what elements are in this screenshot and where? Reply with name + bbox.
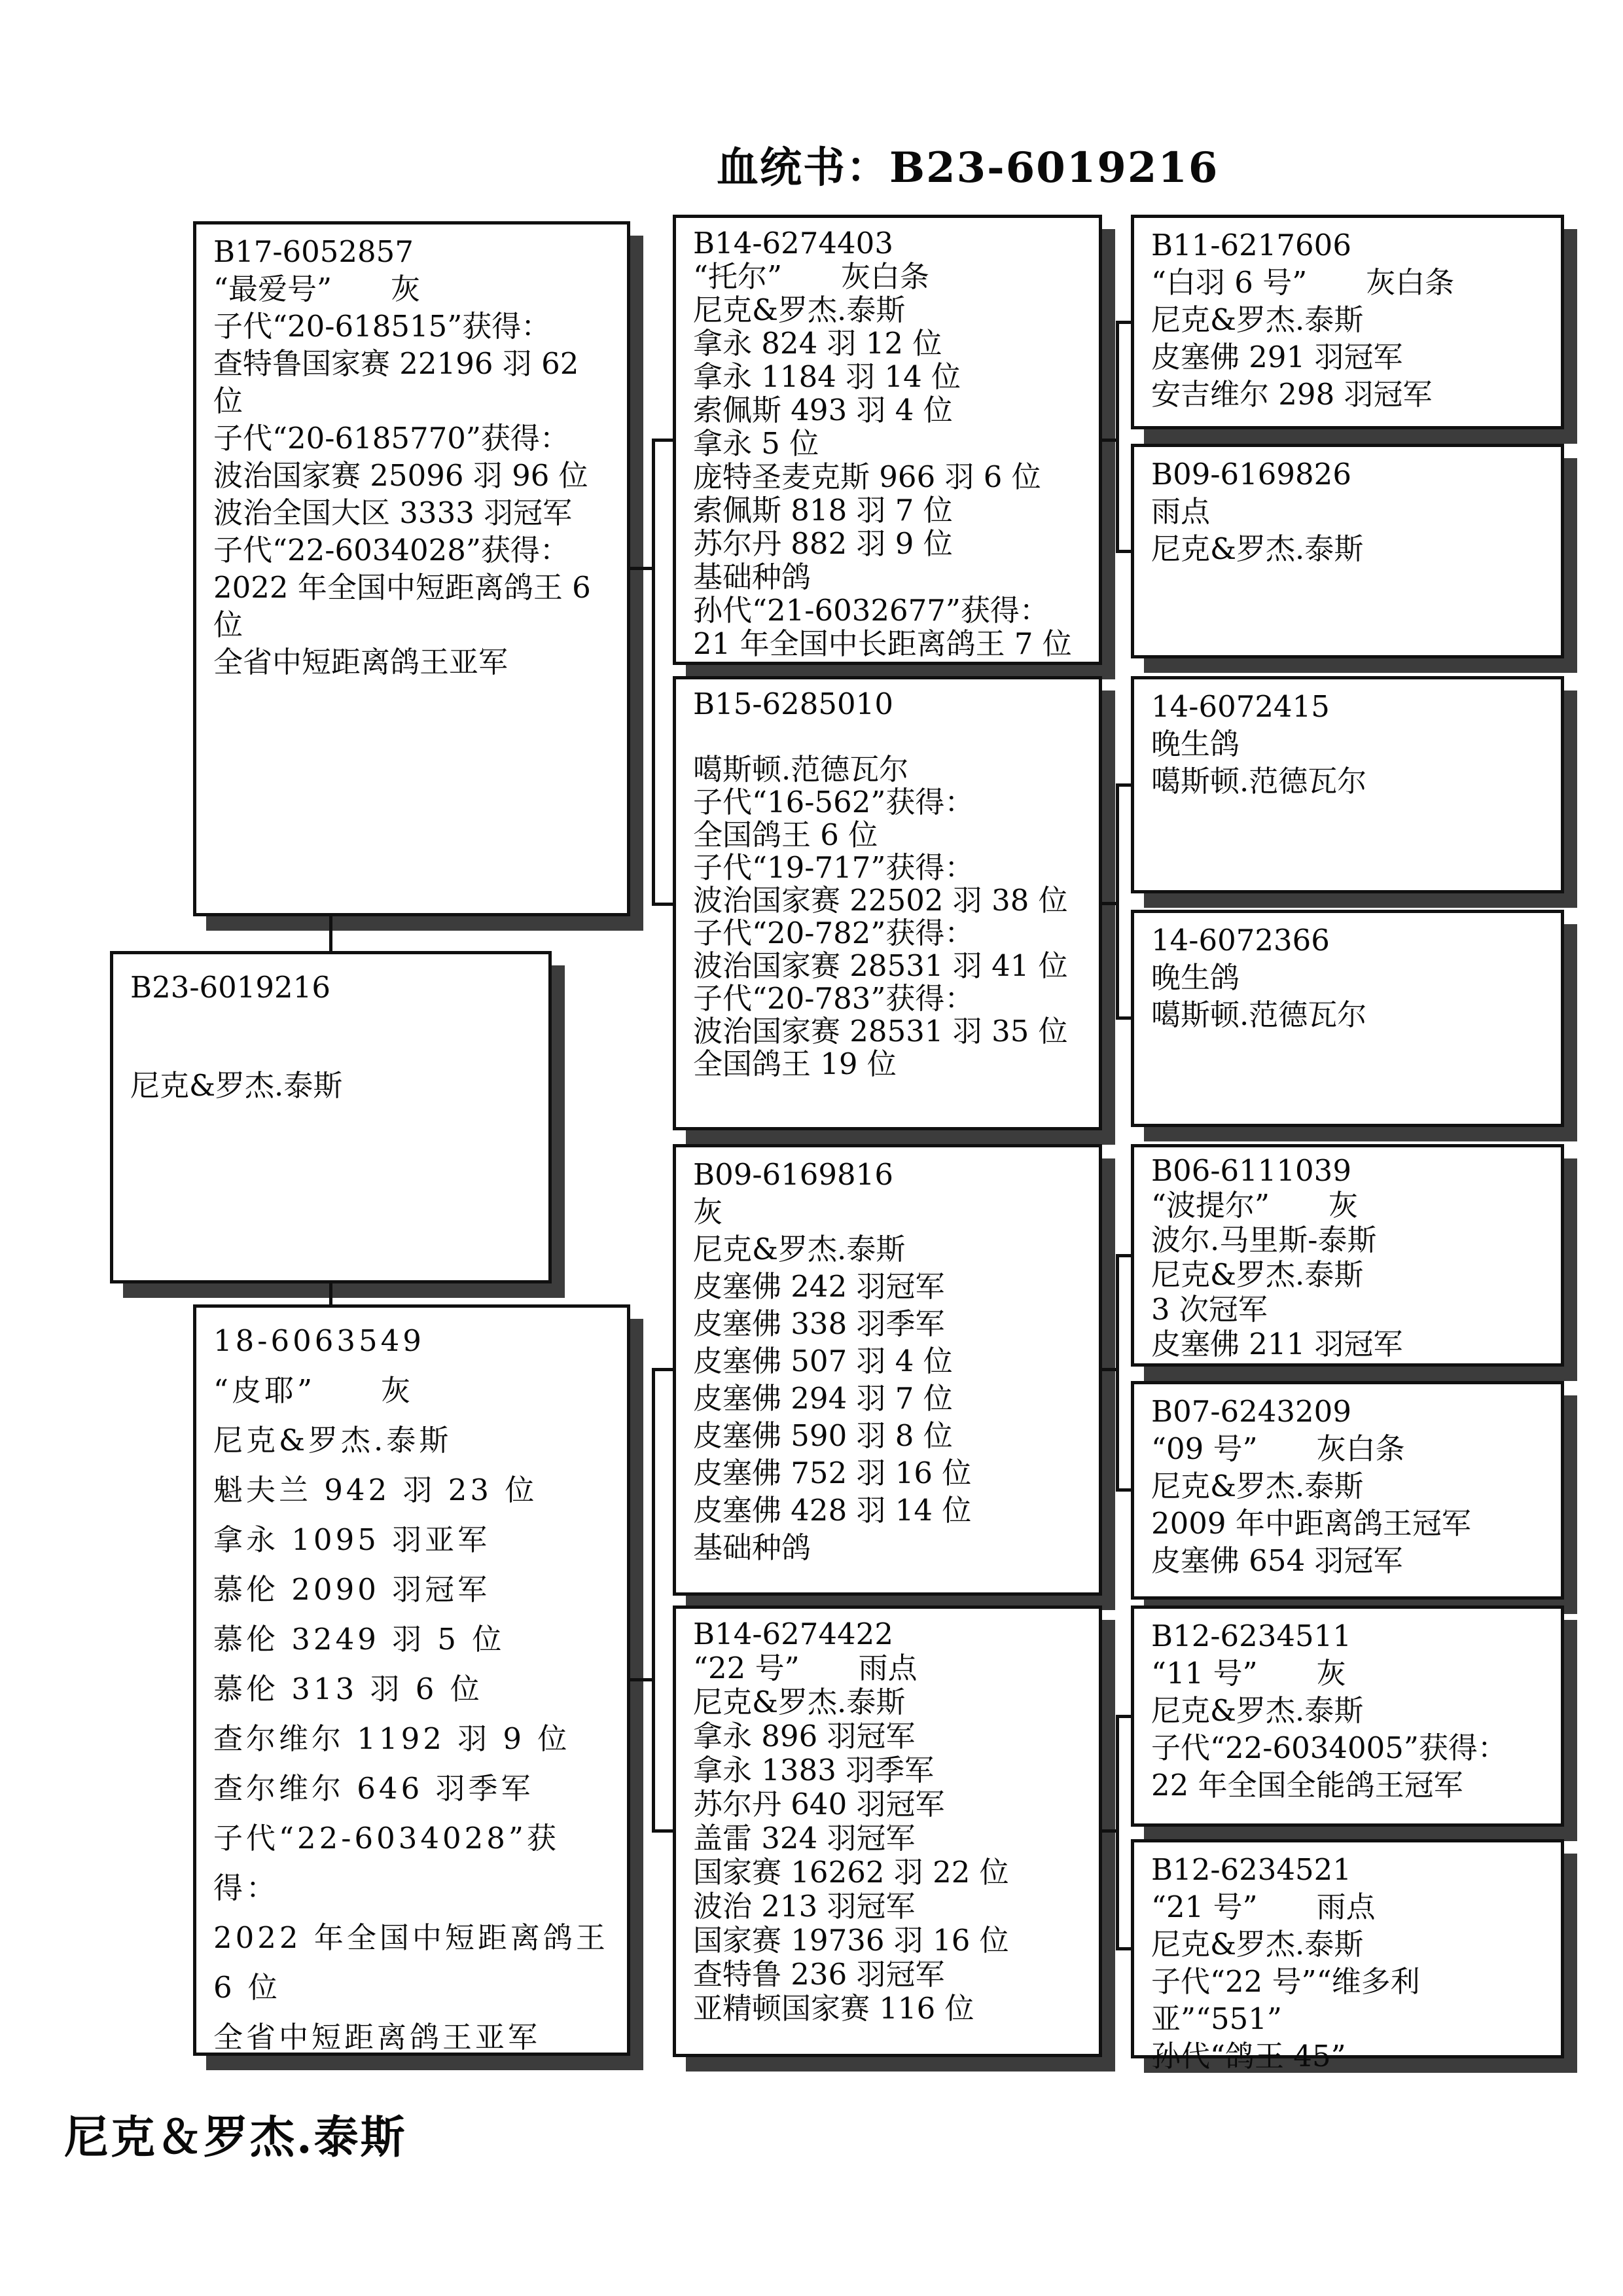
pedigree-line: 22 年全国全能鸽王冠军	[1151, 1768, 1463, 1803]
pedigree-line: 拿永 896 羽冠军	[693, 1719, 916, 1753]
pedigree-box-b23-6019216-subject	[110, 951, 552, 1283]
pedigree-line: 波治全国大区 3333 羽冠军	[213, 495, 573, 530]
ring-number: B07-6243209	[1151, 1394, 1351, 1429]
pedigree-line: 2022 年全国中短距离鸽王 6 位	[213, 570, 601, 642]
pedigree-line: 拿永 5 位	[693, 426, 819, 461]
pedigree-line: 尼克&罗杰.泰斯	[693, 1232, 906, 1266]
pedigree-line: 皮塞佛 752 羽 16 位	[693, 1456, 972, 1490]
connector-b15-to-g366	[1116, 1016, 1132, 1020]
pedigree-line: 查特鲁 236 羽冠军	[693, 1957, 945, 1992]
pedigree-line: 拿永 1383 羽季军	[693, 1753, 935, 1787]
pedigree-line: 亚精顿国家赛 116 位	[693, 1991, 974, 2026]
pedigree-line: 2009 年中距离鸽王冠军	[1151, 1506, 1471, 1541]
pedigree-line: 尼克&罗杰.泰斯	[693, 293, 906, 327]
pedigree-line: 尼克&罗杰.泰斯	[1151, 302, 1364, 337]
pedigree-line: 波治国家赛 28531 羽 35 位	[693, 1014, 1068, 1049]
ring-number: B14-6274422	[693, 1617, 893, 1651]
pedigree-line: 尼克&罗杰.泰斯	[1151, 1693, 1364, 1728]
pedigree-line: 孙代“21-6032677”获得：	[693, 593, 1049, 628]
pedigree-line: 魁夫兰 942 羽 23 位	[213, 1473, 538, 1507]
pedigree-line: 子代“20-782”获得：	[693, 916, 974, 950]
connector-b18-stem	[629, 1678, 655, 1681]
pedigree-line: 慕伦 3249 羽 5 位	[213, 1622, 505, 1657]
connector-b18-to-b14b	[652, 1829, 674, 1833]
connector-b17-to-b15	[652, 903, 674, 906]
pedigree-line: 尼克&罗杰.泰斯	[1151, 1469, 1364, 1503]
pedigree-line: 尼克&罗杰.泰斯	[1151, 1927, 1364, 1962]
pedigree-line: “波提尔” 灰	[1151, 1188, 1359, 1223]
connector-b14a-to-b09b	[1116, 550, 1132, 553]
pedigree-line: 尼克&罗杰.泰斯	[693, 1685, 906, 1719]
pedigree-line: 皮塞佛 242 羽冠军	[693, 1269, 945, 1304]
pedigree-line: 全省中短距离鸽王亚军	[213, 645, 508, 679]
pedigree-line: 子代“22-6034005”获得：	[1151, 1731, 1507, 1765]
ring-number: B17-6052857	[213, 234, 414, 269]
pedigree-line: 苏尔丹 882 羽 9 位	[693, 526, 953, 561]
connector-b17-rail	[652, 439, 655, 906]
pedigree-line: 慕伦 313 羽 6 位	[213, 1672, 483, 1706]
pedigree-line: 噶斯顿.范德瓦尔	[693, 752, 909, 787]
connector-subject-dam	[329, 1280, 332, 1306]
pedigree-line: 3 次冠军	[1151, 1292, 1268, 1327]
pedigree-line: “白羽 6 号” 灰白条	[1151, 265, 1455, 300]
pedigree-line: 皮塞佛 211 羽冠军	[1151, 1327, 1403, 1361]
pedigree-line: 索佩斯 818 羽 7 位	[693, 493, 953, 528]
pedigree-line: 噶斯顿.范德瓦尔	[1151, 997, 1367, 1032]
pedigree-line: 索佩斯 493 羽 4 位	[693, 393, 953, 427]
pedigree-box-14-6072366	[1131, 910, 1564, 1127]
pedigree-box-b14-6274403	[673, 215, 1102, 665]
pedigree-line: 皮塞佛 654 羽冠军	[1151, 1543, 1403, 1578]
pedigree-box-b12-6234521	[1131, 1839, 1564, 2073]
pedigree-box-b06-6111039	[1131, 1144, 1564, 1367]
ring-number: B09-6169816	[693, 1157, 893, 1192]
ring-number: B11-6217606	[1151, 228, 1351, 262]
pedigree-box-b09-6169816	[673, 1144, 1102, 1596]
connector-b09a-to-b06	[1116, 1254, 1132, 1257]
connector-b17-to-b14a	[652, 439, 674, 442]
pedigree-line: 全国鸽王 19 位	[693, 1047, 897, 1081]
pedigree-line: 子代“22-6034028”获得：	[213, 1821, 560, 1905]
pedigree-box-14-6072415	[1131, 676, 1564, 893]
connector-b18-to-b09a	[652, 1368, 674, 1371]
connector-subject-sire	[329, 915, 332, 952]
pedigree-line: “22 号” 雨点	[693, 1651, 918, 1685]
pedigree-line: 孙代“鸽王 45”	[1151, 2039, 1346, 2073]
pedigree-box-b14-6274422	[673, 1605, 1102, 2057]
pedigree-line: 尼克&罗杰.泰斯	[1151, 1257, 1364, 1292]
ring-number: 14-6072366	[1151, 923, 1330, 958]
pedigree-box-b15-6285010	[673, 676, 1102, 1130]
pedigree-line: 晚生鸽	[1151, 726, 1240, 761]
pedigree-line: 尼克&罗杰.泰斯	[130, 1068, 343, 1103]
pedigree-line: 全省中短距离鸽王亚军	[213, 2020, 541, 2054]
pedigree-line: 国家赛 16262 羽 22 位	[693, 1855, 1009, 1890]
pedigree-line: 雨点	[1151, 494, 1211, 529]
pedigree-line	[693, 721, 1082, 753]
pedigree-line: 尼克&罗杰.泰斯	[213, 1423, 452, 1458]
ring-number: B12-6234521	[1151, 1852, 1351, 1887]
pedigree-line: 查特鲁国家赛 22196 羽 62 位	[213, 346, 588, 418]
loft-name: 尼克＆罗杰.泰斯	[64, 2111, 407, 2164]
pedigree-line: “11 号” 灰	[1151, 1656, 1346, 1691]
pedigree-line: 子代“16-562”获得：	[693, 785, 974, 819]
pedigree-line: 皮塞佛 291 羽冠军	[1151, 340, 1403, 374]
page-title: 血统书：B23-6019216	[717, 143, 1219, 192]
pedigree-line: 苏尔丹 640 羽冠军	[693, 1787, 945, 1821]
pedigree-line: 皮塞佛 590 羽 8 位	[693, 1418, 953, 1453]
pedigree-line: 皮塞佛 507 羽 4 位	[693, 1344, 953, 1378]
pedigree-line: “21 号” 雨点	[1151, 1890, 1376, 1924]
connector-b15-rail	[1116, 783, 1119, 1020]
pedigree-line: 基础种鸽	[693, 1530, 812, 1565]
connector-b14b-rail	[1116, 1715, 1119, 1950]
pedigree-box-b17-6052857	[193, 221, 630, 916]
pedigree-box-b11-6217606	[1131, 215, 1564, 429]
connector-b15-to-g415	[1116, 783, 1132, 787]
pedigree-line: 波尔.马里斯-泰斯	[1151, 1223, 1377, 1257]
connector-b17-stem	[629, 567, 655, 570]
ring-number: 14-6072415	[1151, 689, 1330, 724]
pedigree-line: 查尔维尔 1192 羽 9 位	[213, 1721, 571, 1756]
connector-b14b-to-b12a	[1116, 1715, 1132, 1718]
pedigree-line: 尼克&罗杰.泰斯	[1151, 531, 1364, 566]
pedigree-line: “09 号” 灰白条	[1151, 1431, 1405, 1466]
pedigree-line: “最爱号” 灰	[213, 272, 421, 306]
pedigree-box-b12-6234511	[1131, 1605, 1564, 1827]
pedigree-box-18-6063549	[193, 1304, 630, 2056]
pedigree-line: 查尔维尔 646 羽季军	[213, 1771, 534, 1806]
ring-number: B15-6285010	[693, 687, 893, 721]
pedigree-line: 庞特圣麦克斯 966 羽 6 位	[693, 459, 1041, 494]
pedigree-line: 子代“20-618515”获得：	[213, 309, 551, 344]
ring-number: 18-6063549	[213, 1323, 425, 1358]
ring-number: B14-6274403	[693, 226, 893, 260]
connector-b09a-to-b07	[1116, 1488, 1132, 1492]
connector-b14b-to-b12b	[1116, 1947, 1132, 1950]
pedigree-line: 皮塞佛 338 羽季军	[693, 1306, 945, 1341]
pedigree-line: 皮塞佛 294 羽 7 位	[693, 1381, 953, 1416]
pedigree-line: 2022 年全国中短距离鸽王 6 位	[213, 1920, 622, 2005]
pedigree-line: 子代“20-783”获得：	[693, 981, 974, 1016]
pedigree-line: 全国鸽王 6 位	[693, 817, 878, 852]
pedigree-line: 拿永 824 羽 12 位	[693, 326, 942, 361]
pedigree-line: 灰	[693, 1194, 723, 1229]
pedigree-line: 国家赛 19736 羽 16 位	[693, 1923, 1009, 1958]
pedigree-box-b09-6169826	[1131, 444, 1564, 658]
connector-b09a-rail	[1116, 1254, 1119, 1492]
pedigree-line: 慕伦 2090 羽冠军	[213, 1572, 491, 1607]
pedigree-line: 基础种鸽	[693, 560, 812, 594]
pedigree-line: 波治国家赛 22502 羽 38 位	[693, 883, 1068, 918]
pedigree-line: 拿永 1184 羽 14 位	[693, 359, 961, 394]
ring-number: B12-6234511	[1151, 1619, 1351, 1653]
connector-b14a-to-b11	[1116, 321, 1132, 324]
pedigree-line: 盖雷 324 羽冠军	[693, 1821, 916, 1856]
pedigree-line: 波治国家赛 25096 羽 96 位	[213, 458, 588, 493]
pedigree-line: 皮塞佛 428 羽 14 位	[693, 1493, 972, 1528]
ring-number: B09-6169826	[1151, 457, 1351, 492]
pedigree-line: 波治国家赛 28531 羽 41 位	[693, 948, 1068, 983]
pedigree-line: 波治 213 羽冠军	[693, 1889, 916, 1924]
ring-number: B06-6111039	[1151, 1153, 1351, 1188]
connector-b18-rail	[652, 1368, 655, 1833]
pedigree-line: 子代“22-6034028”获得：	[213, 533, 569, 567]
pedigree-line: 子代“20-6185770”获得：	[213, 421, 569, 456]
pedigree-box-b07-6243209	[1131, 1381, 1564, 1600]
ring-number: B23-6019216	[130, 970, 330, 1005]
pedigree-line: 噶斯顿.范德瓦尔	[1151, 764, 1367, 798]
pedigree-line: 21 年全国中长距离鸽王 7 位	[693, 626, 1072, 661]
pedigree-line: 拿永 1095 羽亚军	[213, 1522, 491, 1557]
pedigree-line: 子代“22 号”“维多利亚”“551”	[1151, 1964, 1420, 2036]
pedigree-line	[130, 1012, 531, 1061]
pedigree-line: 子代“19-717”获得：	[693, 850, 974, 885]
pedigree-line: “皮耶” 灰	[213, 1373, 414, 1408]
pedigree-line: 晚生鸽	[1151, 960, 1240, 995]
connector-b14a-rail	[1116, 321, 1119, 553]
pedigree-line: “托尔” 灰白条	[693, 259, 930, 294]
pedigree-line: 安吉维尔 298 羽冠军	[1151, 377, 1433, 412]
